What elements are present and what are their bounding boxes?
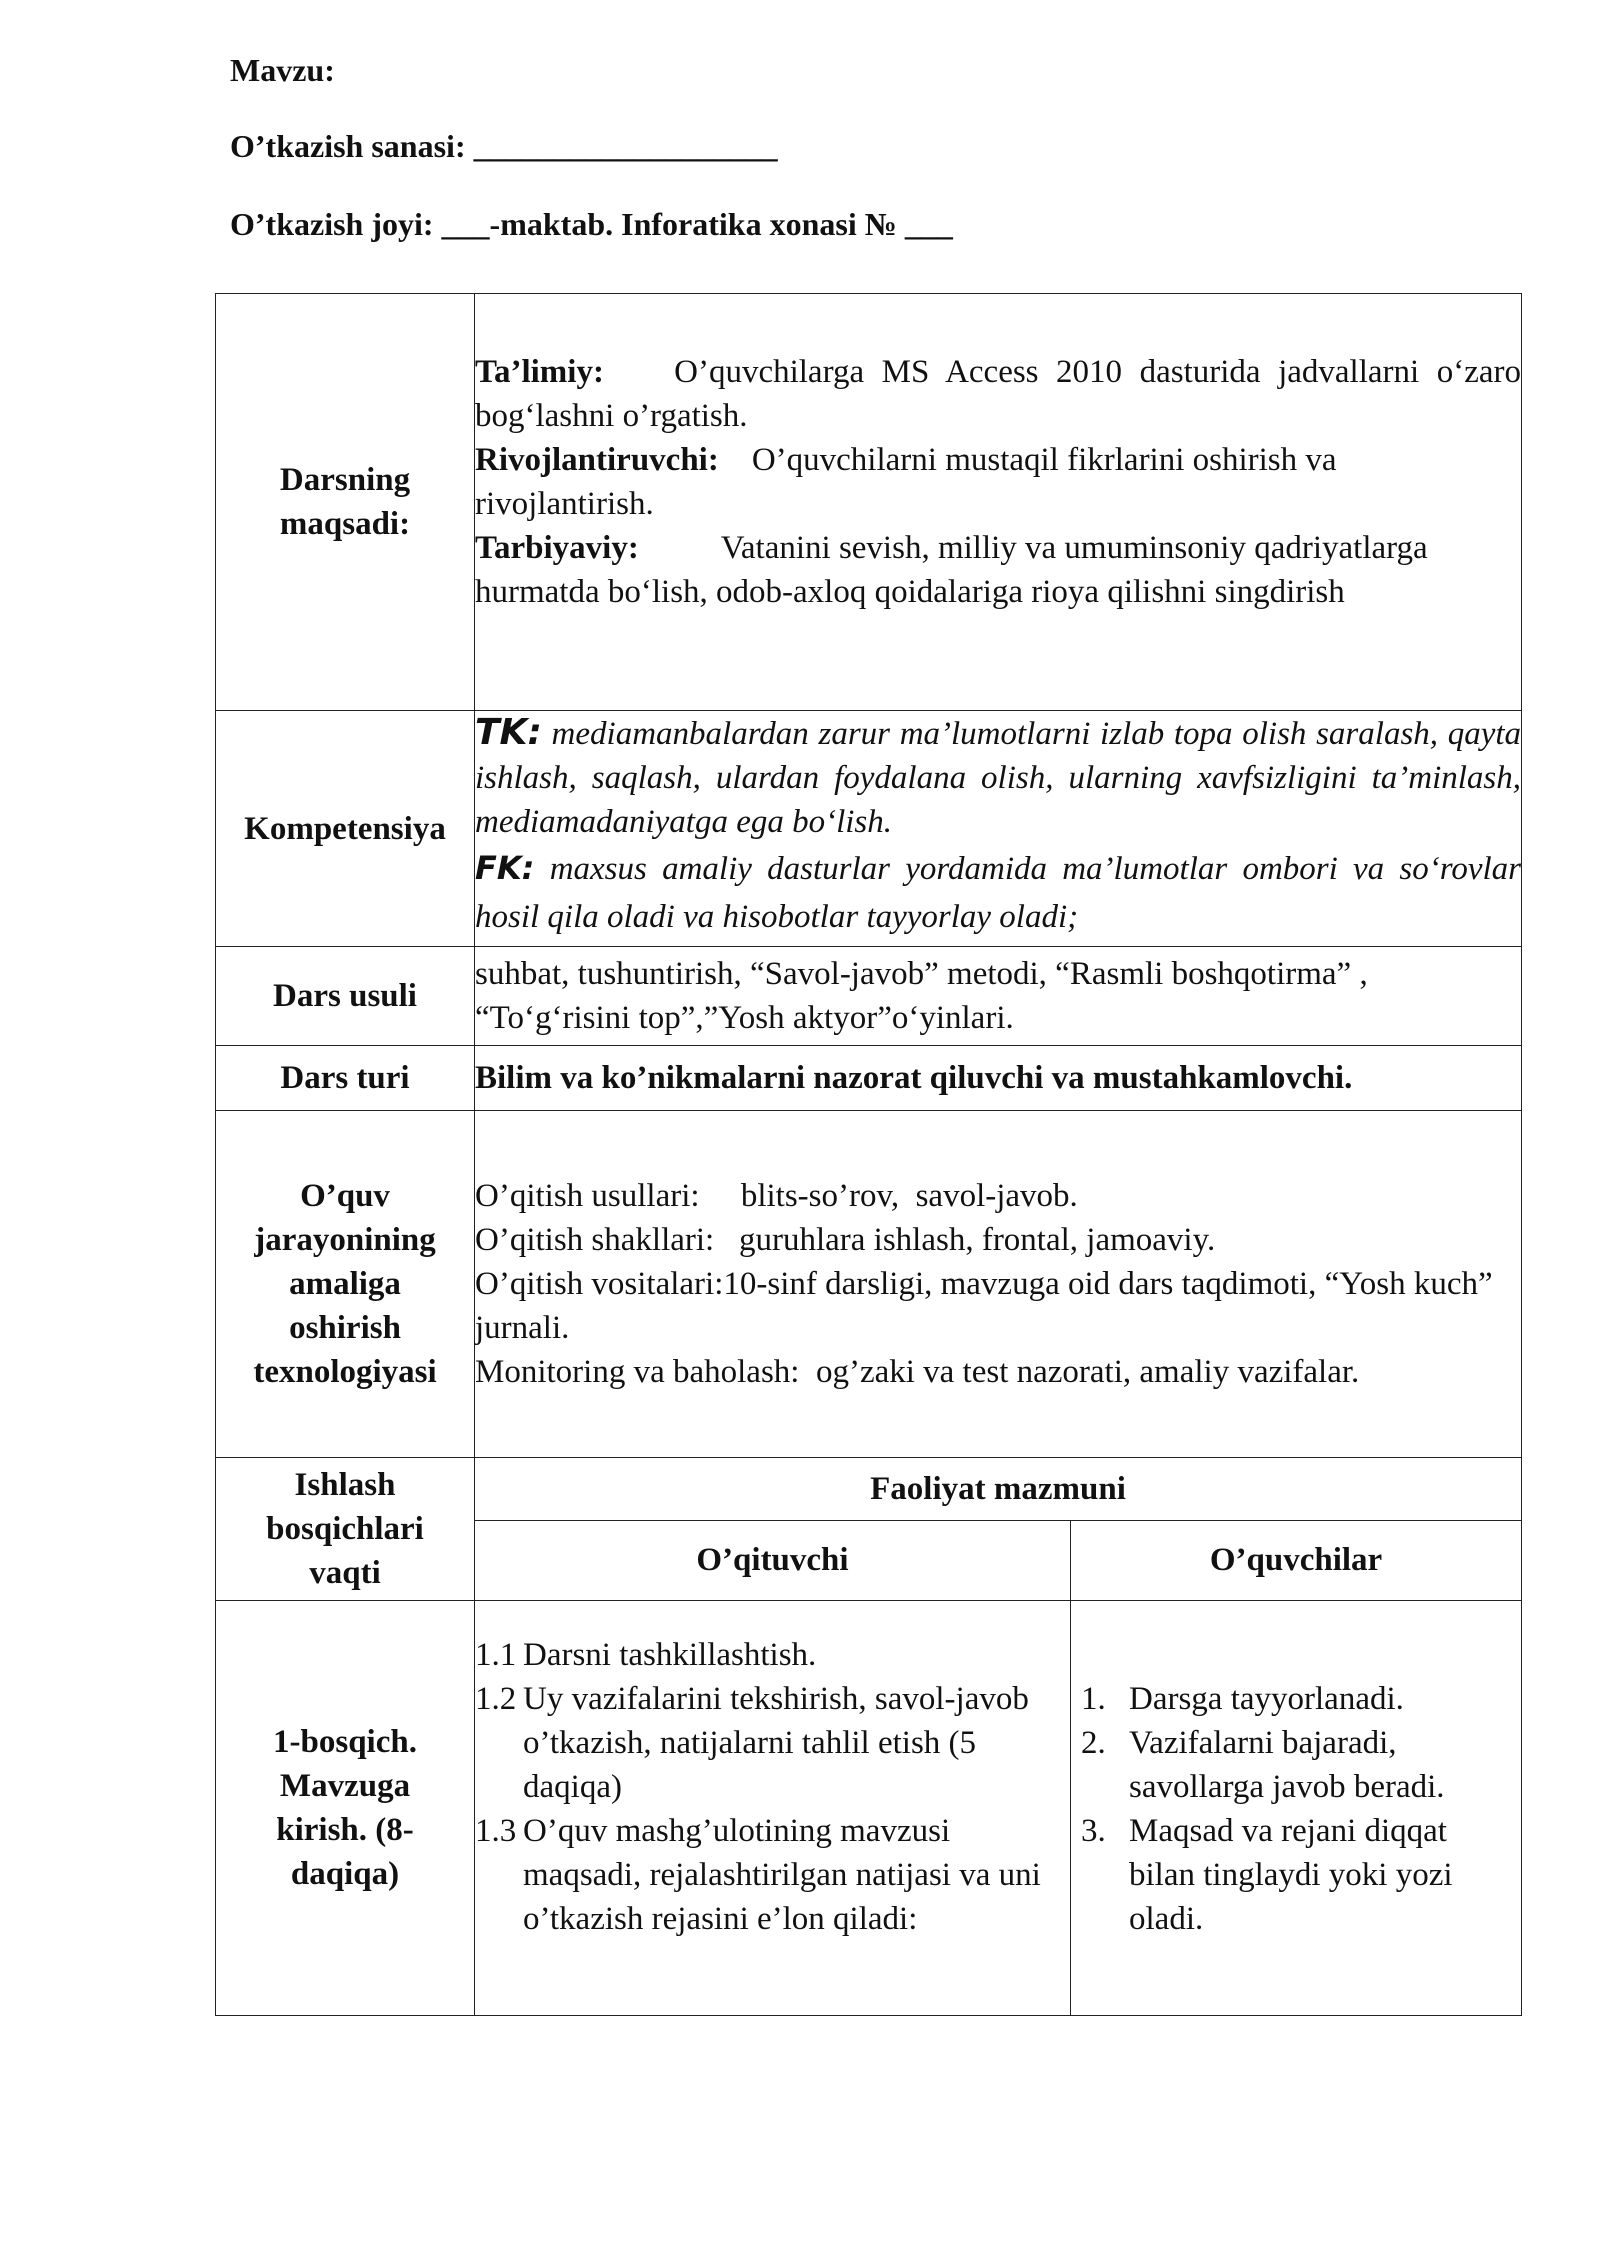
teacher-activity-cell	[475, 1601, 1071, 2016]
goal-label: Darsning maqsadi:	[279, 462, 411, 542]
stage1-row	[216, 1601, 1522, 2016]
date-label: O’tkazish sanasi:	[230, 128, 466, 164]
type-row	[216, 1046, 1522, 1111]
technology-line: O’qitish vositalari:10-sinf darsligi, mavzuga oid dars taqdimoti, “Yosh kuch” jurnali.	[475, 1266, 1501, 1346]
technology-line: O’qitish shakllari: guruhlara ishlash, frontal, jamoaviy.	[475, 1222, 1216, 1258]
teacher-item-text: Uy vazifalarini tekshirish, savol-javob o’tkazish, natijalarni tahlil etish (5 daqiqa)	[523, 1681, 1029, 1805]
method-content-cell	[475, 947, 1522, 1046]
student-item	[1081, 1809, 1521, 1941]
goal-developmental-text: O’quvchilarni mustaqil fikrlarini oshirish va rivojlantirish.	[475, 442, 1337, 522]
lesson-plan-table	[215, 293, 1522, 2016]
competence-row	[216, 711, 1522, 947]
technology-label: O’quv jarayonining amaliga oshirish texnologiyasi	[253, 1178, 437, 1390]
student-item-num: 2.	[1081, 1725, 1106, 1761]
teacher-item	[475, 1809, 1070, 1941]
teacher-header: O’qituvchi	[696, 1542, 849, 1578]
goal-educational-key: Ta’limiy:	[475, 354, 604, 390]
type-content-cell	[475, 1046, 1522, 1111]
technology-line: Monitoring va baholash: og’zaki va test nazorati, amaliy vazifalar.	[475, 1354, 1360, 1390]
competence-fk	[475, 844, 1521, 941]
competence-tk-text: mediamanbalardan zarur ma’lumotlarni izlab topa olish saralash, qayta ishlash, saqlash, ulardan foydalana olish, ularning xavfsizligini ta’minlash, mediamadaniyatga ega bo‘lish.	[475, 716, 1522, 840]
place-heading	[230, 206, 953, 243]
goal-content-cell	[475, 294, 1522, 711]
teacher-item-num: 1.1	[475, 1637, 517, 1673]
place-blank-room: ___	[904, 206, 953, 242]
content-header: Faoliyat mazmuni	[870, 1470, 1126, 1507]
student-item	[1081, 1721, 1521, 1809]
content-header-cell	[475, 1458, 1522, 1521]
goal-educational-text: O’quvchilarga MS Access 2010 dasturida jadvallarni o‘zaro bog‘lashni o’rgatish.	[475, 354, 1522, 434]
stage-header: Ishlash bosqichlari vaqti	[266, 1467, 424, 1591]
method-label: Dars usuli	[273, 978, 417, 1014]
goal-row	[216, 294, 1522, 711]
topic-label: Mavzu:	[230, 52, 335, 88]
place-blank-school: ___	[441, 206, 490, 242]
type-label-cell	[216, 1046, 475, 1111]
goal-educational	[475, 350, 1521, 438]
teacher-item	[475, 1633, 1070, 1677]
student-item-text: Maqsad va rejani diqqat bilan tinglaydi yoki yozi oladi.	[1129, 1813, 1453, 1937]
method-text: suhbat, tushuntirish, “Savol-javob” metodi, “Rasmli boshqotirma” , “To‘g‘risini top”,”Yosh aktyor”o‘yinlari.	[475, 956, 1368, 1036]
teacher-item-num: 1.2	[475, 1681, 517, 1717]
place-label: O’tkazish joyi:	[230, 206, 434, 242]
teacher-item-text: Darsni tashkillashtish.	[523, 1637, 817, 1673]
teacher-header-cell	[475, 1521, 1071, 1601]
student-item-num: 3.	[1081, 1813, 1106, 1849]
competence-fk-key: FK:	[475, 849, 535, 887]
student-item-text: Vazifalarni bajaradi, savollarga javob beradi.	[1129, 1725, 1445, 1805]
date-blank: ___________________	[473, 128, 778, 164]
competence-tk	[475, 711, 1521, 844]
place-middle-text: -maktab. Inforatika xonasi №	[489, 206, 897, 242]
teacher-item-num: 1.3	[475, 1813, 517, 1849]
competence-fk-text: maxsus amaliy dasturlar yordamida ma’lumotlar ombori va so‘rovlar hosil qila oladi va hisobotlar tayyorlay oladi;	[475, 851, 1522, 935]
competence-label-cell	[216, 711, 475, 947]
competence-content-cell	[475, 711, 1522, 947]
student-item-num: 1.	[1081, 1681, 1106, 1717]
stage1-label-cell	[216, 1601, 475, 2016]
type-text: Bilim va ko’nikmalarni nazorat qiluvchi va mustahkamlovchi.	[475, 1060, 1353, 1096]
teacher-item-text: O’quv mashg’ulotining mavzusi maqsadi, rejalashtirilgan natijasi va uni o’tkazish rejasini e’lon qiladi:	[523, 1813, 1041, 1937]
teacher-item	[475, 1677, 1070, 1809]
method-label-cell	[216, 947, 475, 1046]
students-header: O’quvchilar	[1209, 1542, 1383, 1578]
technology-content-cell	[475, 1111, 1522, 1458]
stage1-label: 1-bosqich. Mavzuga kirish. (8-daqiqa)	[273, 1724, 417, 1892]
goal-upbringing-text: Vatanini sevish, milliy va umuminsoniy qadriyatlarga hurmatda bo‘lish, odob-axloq qoidalariga rioya qilishni singdirish	[475, 530, 1428, 610]
technology-line: O’qitish usullari: blits-so’rov, savol-javob.	[475, 1178, 1078, 1214]
activity-header-row	[216, 1458, 1522, 1521]
date-heading	[230, 128, 778, 165]
student-item	[1081, 1677, 1521, 1721]
method-row	[216, 947, 1522, 1046]
stage-header-cell	[216, 1458, 475, 1601]
technology-label-cell	[216, 1111, 475, 1458]
goal-label-cell	[216, 294, 475, 711]
goal-upbringing-key: Tarbiyaviy:	[475, 530, 639, 566]
competence-label: Kompetensiya	[244, 810, 446, 847]
type-label: Dars turi	[280, 1060, 410, 1096]
technology-row	[216, 1111, 1522, 1458]
competence-tk-key: TK:	[475, 712, 542, 753]
goal-upbringing	[475, 526, 1521, 614]
student-item-text: Darsga tayyorlanadi.	[1129, 1681, 1404, 1717]
student-activity-cell	[1071, 1601, 1522, 2016]
goal-developmental-key: Rivojlantiruvchi:	[475, 442, 719, 478]
topic-heading	[230, 52, 335, 89]
goal-developmental	[475, 438, 1521, 526]
students-header-cell	[1071, 1521, 1522, 1601]
